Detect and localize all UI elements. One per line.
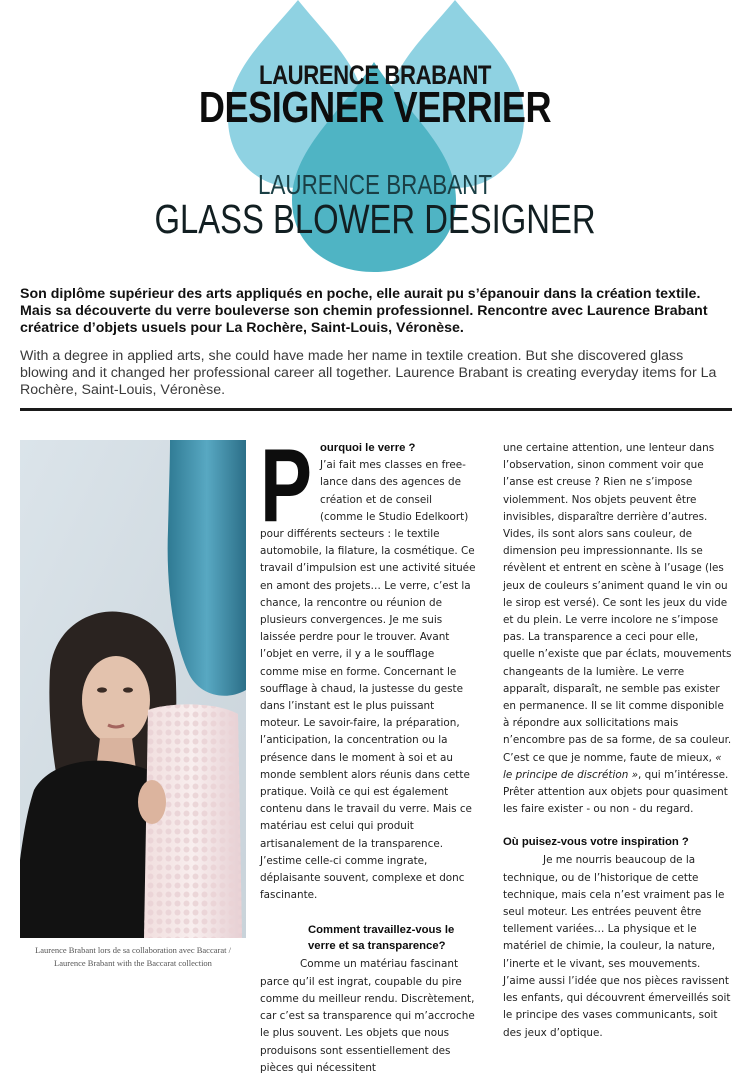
- divider-rule: [20, 408, 732, 411]
- drop-cap: P: [260, 428, 313, 544]
- question-1: ourquoi le verre ?: [320, 442, 416, 454]
- title-fr-name: LAURENCE BRABANT: [258, 60, 492, 90]
- title-fr-role: DESIGNER VERRIER: [198, 83, 552, 132]
- answer-2-part-2: [503, 440, 733, 818]
- question-2: Comment travaillez-vous le verre et sa transparence?: [308, 924, 455, 953]
- lead-english: With a degree in applied arts, she could have made her name in textile creation. But she discovered glass blowing and it changed her professional career all together. Laurence Brabant is creating everyday items for La Rochère, Saint-Louis, Véronèse.: [20, 348, 717, 398]
- article-column-2: [503, 440, 733, 1042]
- photo-caption: [20, 944, 246, 970]
- answer-2-emphasis: « le principe de discrétion »: [503, 751, 722, 781]
- question-3: Où puisez-vous votre inspiration ?: [503, 836, 689, 849]
- caption-fr: Laurence Brabant lors de sa collaboration avec Baccarat /: [35, 945, 231, 955]
- answer-2-part-1: Comme un matériau fascinant parce qu’il est ingrat, coupable du pire comme du meilleur rendu. Discrètement, car c’est sa transparence qui m’accroche le plus souvent. Les objets que nous produisons sont essentiellement des pièces qui nécessitent: [260, 958, 475, 1074]
- caption-en: Laurence Brabant with the Baccarat collection: [54, 958, 212, 968]
- water-drops-decoration: [0, 0, 750, 290]
- portrait-illustration: [20, 440, 246, 938]
- answer-3: Je me nourris beaucoup de la technique, ou de l’historique de cette technique, mais cela n’est vraiment pas le seul moteur. Les entrées peuvent être tellement variées… La physique et le matériel de chimie, la couleur, la nature, l’inerte et le vivant, ses mouvements. J’aime aussi l’idée que nos pièces ravissent les enfants, qui découvrent émerveillés soit le principe des vases communicants, soit des jeux d’optique.: [503, 854, 731, 1039]
- portrait-photo: [20, 440, 246, 938]
- answer-1: [260, 428, 476, 904]
- title-en-name: LAURENCE BRABANT: [257, 169, 492, 200]
- answer-2-text-a: une certaine attention, une lenteur dans l’observation, sinon comment voir que l’anse est creuse ? Rien ne s’impose violemment. Nos objets peuvent être invisibles, disparaître derrière d’autres. Vides, ils sont alors sans couleur, de dimension peu impressionnante. Ils se révèlent et entrent en scène à l’usage (les jeux de couleurs s’animent quand le vin ou le sirop est versé). Ce sont les jeux du vide et du plein. Le verre incolore ne s’impose pas. La transparence a ceci pour elle, quelle n’existe que par éclats, mouvements changeants de la lumière. Le verre apparaît, disparaît, ne semble pas exister en permanence. Il se lit comme disponible à répondre aux sollicitations mais n’encombre pas de sa forme, de sa couleur. C’est ce que je nomme, faute de mieux,: [503, 442, 732, 764]
- answer-1-text: J’ai fait mes classes en free-lance dans des agences de création et de conseil (comme le Studio Edelkoort) pour différents secteurs : le textile automobile, la filature, la cosmétique. Ce travail d’impulsion est une activité située en amont des projets… Le verre, c’est la chance, la rencontre ou réunion de plusieurs convergences. Je me suis laissée perdre pour le trouver. Avant l’objet en verre, il y a le soufflage comme mise en forme. Concernant le soufflage à chaud, la justesse du geste dans l’instant est le plus puissant moteur. Le savoir-faire, la préparation, l’anticipation, la concentration ou la présence dans le moment à soi et au monde semblent alors réunis dans cette pratique. Voilà ce qui est également contenu dans le travail du verre. Mais ce matériau est celui qui produit artisanalement de la transparence. J’estime celle-ci comme ingrate, déplaisante souvent, complexe et donc fascinante.: [260, 459, 476, 902]
- article-column-1: [260, 428, 476, 1077]
- title-en-role: GLASS BLOWER DESIGNER: [154, 196, 596, 242]
- lead-french: Son diplôme supérieur des arts appliqués en poche, elle aurait pu s’épanouir dans la création textile. Mais sa découverte du verre bouleverse son chemin professionnel. Rencontre avec Laurence Brabant créatrice d’objets usuels pour La Rochère, Saint-Louis, Véronèse.: [20, 286, 708, 336]
- answer-2-text-b: , qui m’intéresse. Prêter attention aux objets pour quasiment les faire exister - ou non - du regard.: [503, 768, 729, 816]
